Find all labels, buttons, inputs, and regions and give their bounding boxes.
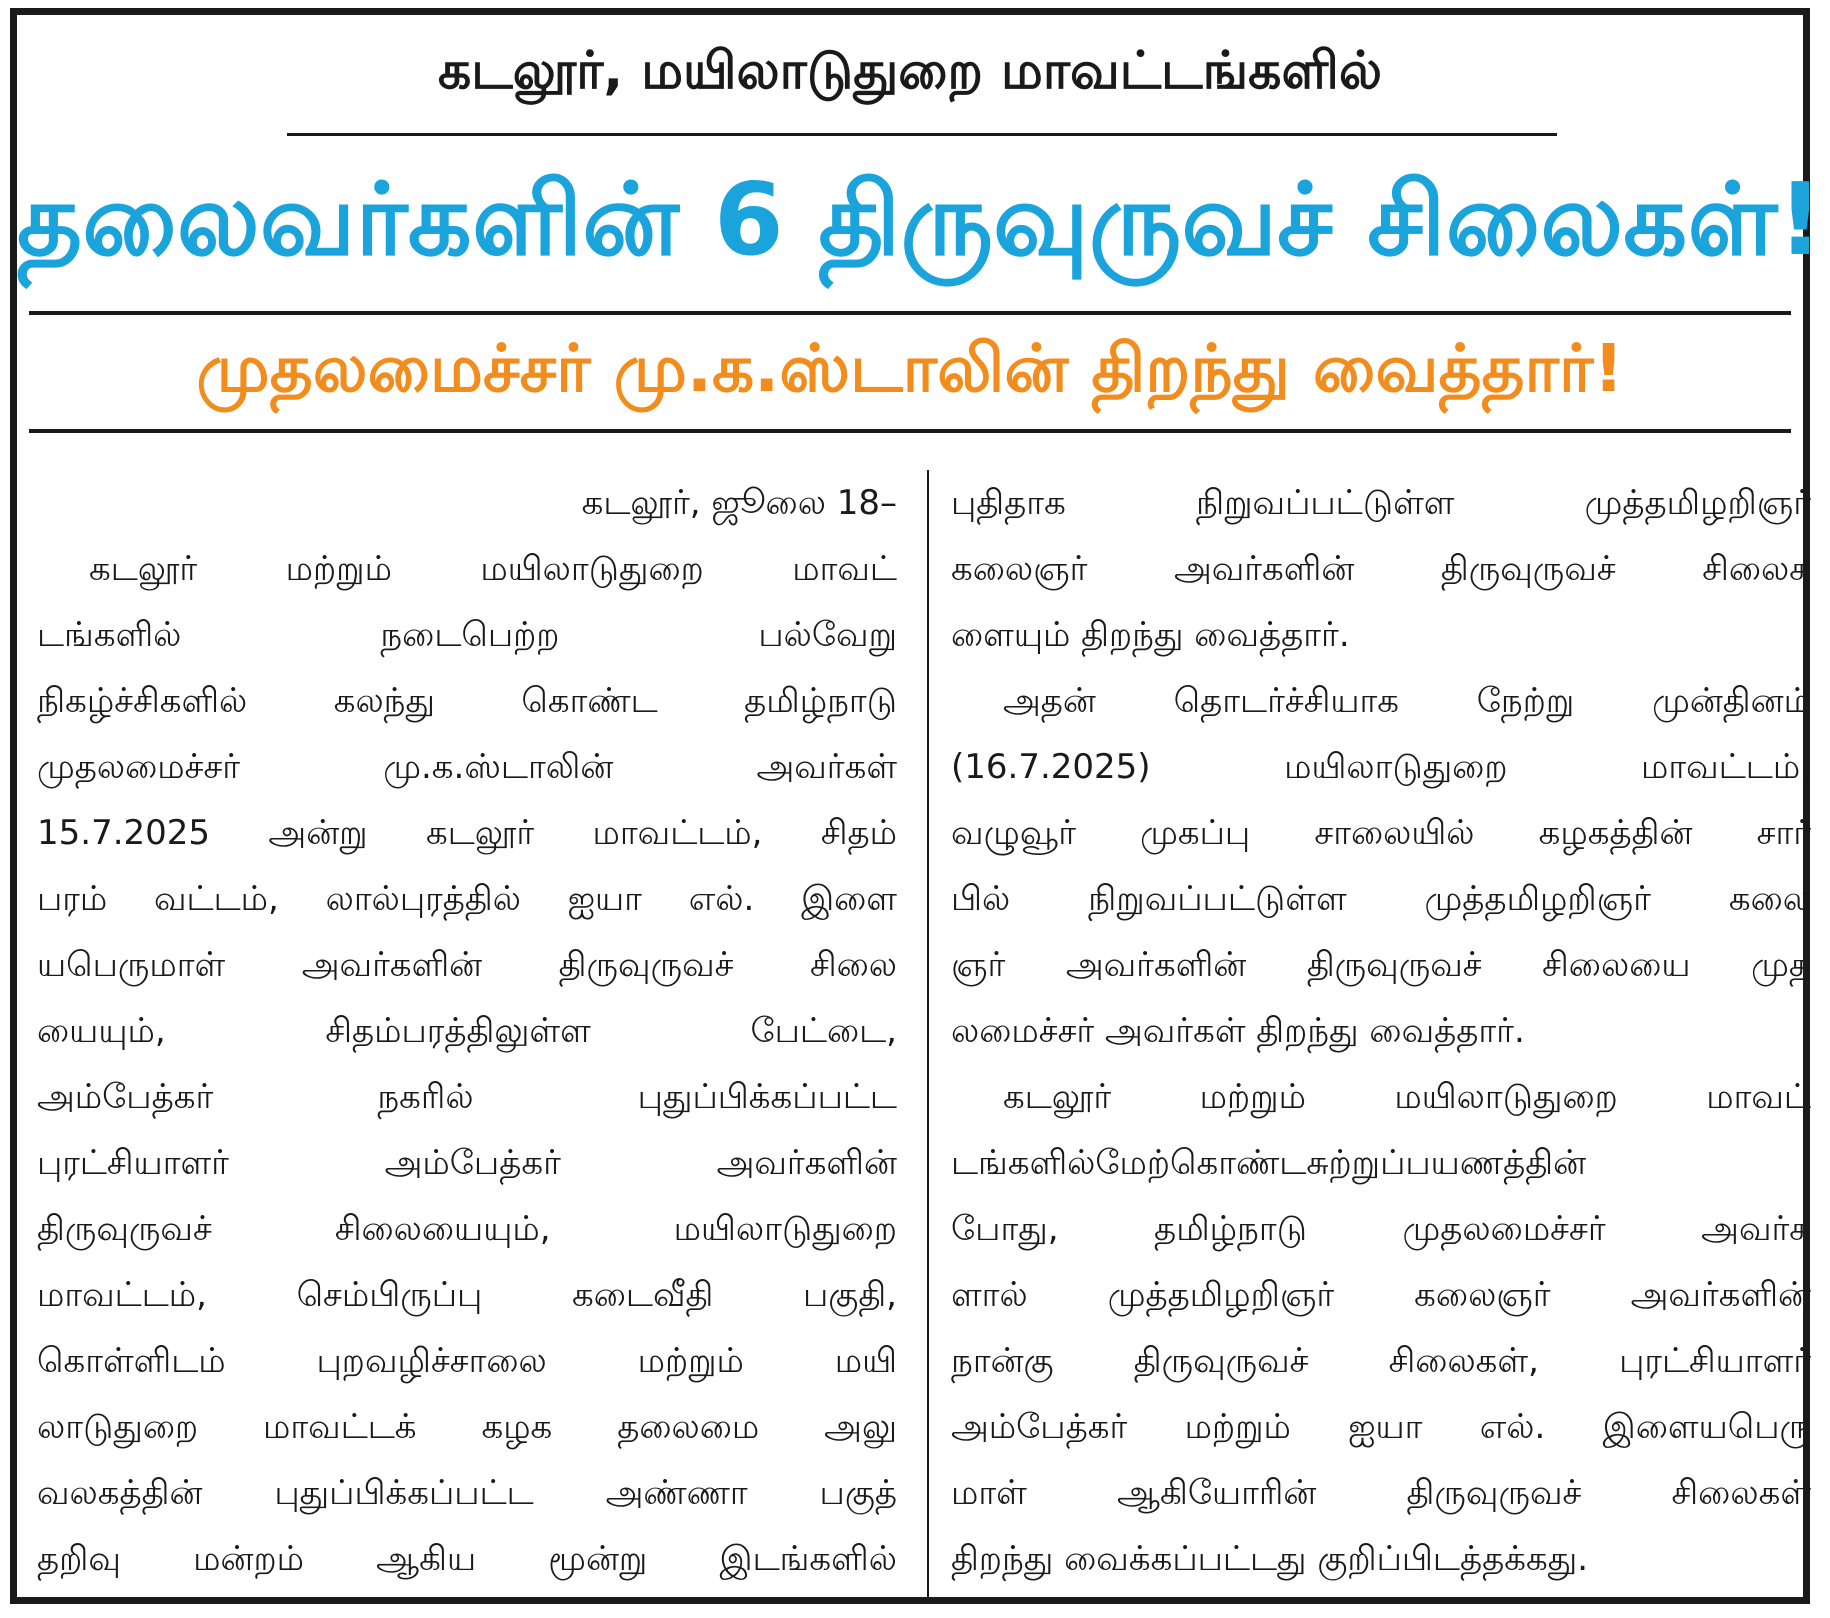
article-line: கடலூர் மற்றும் மயிலாடுதுறை மாவட்	[1003, 1077, 1811, 1117]
article-line: மாள் ஆகியோரின் திருவுருவச் சிலைகள்	[951, 1473, 1811, 1513]
subheadline: முதலமைச்சர் மு.க.ஸ்டாலின் திறந்து வைத்தார்!	[196, 330, 1624, 407]
dateline: கடலூர், ஜூலை 18–	[581, 483, 897, 523]
article-line: நிகழ்ச்சிகளில் கலந்து கொண்ட தமிழ்நாடு	[37, 681, 897, 721]
kicker-heading: கடலூர், மயிலாடுதுறை மாவட்டங்களில்	[437, 41, 1383, 101]
article-line: கொள்ளிடம் புறவழிச்சாலை மற்றும் மயி	[37, 1341, 897, 1381]
article-line: யையும், சிதம்பரத்திலுள்ள பேட்டை,	[37, 1011, 897, 1051]
news-clipping-frame	[10, 8, 1824, 1604]
article-column-left	[37, 470, 897, 1592]
article-line: டங்களில் நடைபெற்ற பல்வேறு	[37, 615, 897, 655]
article-line: ஞர் அவர்களின் திருவுருவச் சிலையை முத	[951, 945, 1811, 985]
article-line: அதன் தொடர்ச்சியாக நேற்று முன்தினம்	[1003, 681, 1811, 721]
article-line: நான்கு திருவுருவச் சிலைகள், புரட்சியாளர்	[951, 1341, 1811, 1381]
article-line: புதிதாக நிறுவப்பட்டுள்ள முத்தமிழறிஞர்	[951, 483, 1811, 523]
article-line: பில் நிறுவப்பட்டுள்ள முத்தமிழறிஞர் கலை	[951, 879, 1811, 919]
article-line: மாவட்டம், செம்பிருப்பு கடைவீதி பகுதி,	[37, 1275, 897, 1315]
article-line: வலகத்தின் புதுப்பிக்கப்பட்ட அண்ணா பகுத்	[37, 1473, 897, 1513]
article-line: திறந்து வைக்கப்பட்டது குறிப்பிடத்தக்கது.	[951, 1539, 1589, 1579]
body-divider	[29, 429, 1791, 433]
article-line: ளையும் திறந்து வைத்தார்.	[951, 615, 1350, 655]
article-line: டங்களில்மேற்கொண்டசுற்றுப்பயணத்தின்	[951, 1143, 1587, 1183]
article-line: லமைச்சர் அவர்கள் திறந்து வைத்தார்.	[951, 1011, 1525, 1051]
article-line: பரம் வட்டம், லால்புரத்தில் ஐயா எல். இளை	[37, 879, 897, 919]
main-headline: தலைவர்களின் 6 திருவுருவச் சிலைகள்!	[17, 161, 1824, 278]
article-line: அம்பேத்கர் மற்றும் ஐயா எல். இளையபெரு	[951, 1407, 1811, 1447]
column-divider	[927, 470, 929, 1600]
article-line: அம்பேத்கர் நகரில் புதுப்பிக்கப்பட்ட	[37, 1077, 897, 1117]
article-line: கலைஞர் அவர்களின் திருவுருவச் சிலைக	[951, 549, 1811, 589]
article-line: புரட்சியாளர் அம்பேத்கர் அவர்களின்	[37, 1143, 897, 1183]
article-line: கடலூர் மற்றும் மயிலாடுதுறை மாவட்	[89, 549, 897, 589]
article-line: திருவுருவச் சிலையையும், மயிலாடுதுறை	[37, 1209, 897, 1249]
article-line: முதலமைச்சர் மு.க.ஸ்டாலின் அவர்கள்	[37, 747, 897, 787]
article-line: லாடுதுறை மாவட்டக் கழக தலைமை அலு	[37, 1407, 897, 1447]
kicker-underline	[287, 133, 1557, 136]
headline-divider	[29, 311, 1791, 315]
article-line: 15.7.2025 அன்று கடலூர் மாவட்டம், சிதம்	[37, 813, 897, 853]
article-line: போது, தமிழ்நாடு முதலமைச்சர் அவர்க	[951, 1209, 1811, 1249]
article-line: வழுவூர் முகப்பு சாலையில் கழகத்தின் சார்	[951, 813, 1811, 853]
article-line: ளால் முத்தமிழறிஞர் கலைஞர் அவர்களின்	[951, 1275, 1811, 1315]
article-line: யபெருமாள் அவர்களின் திருவுருவச் சிலை	[37, 945, 897, 985]
article-column-right	[951, 470, 1811, 1592]
article-line: (16.7.2025) மயிலாடுதுறை மாவட்டம்,	[951, 747, 1811, 787]
article-line: தறிவு மன்றம் ஆகிய மூன்று இடங்களில்	[37, 1539, 897, 1579]
